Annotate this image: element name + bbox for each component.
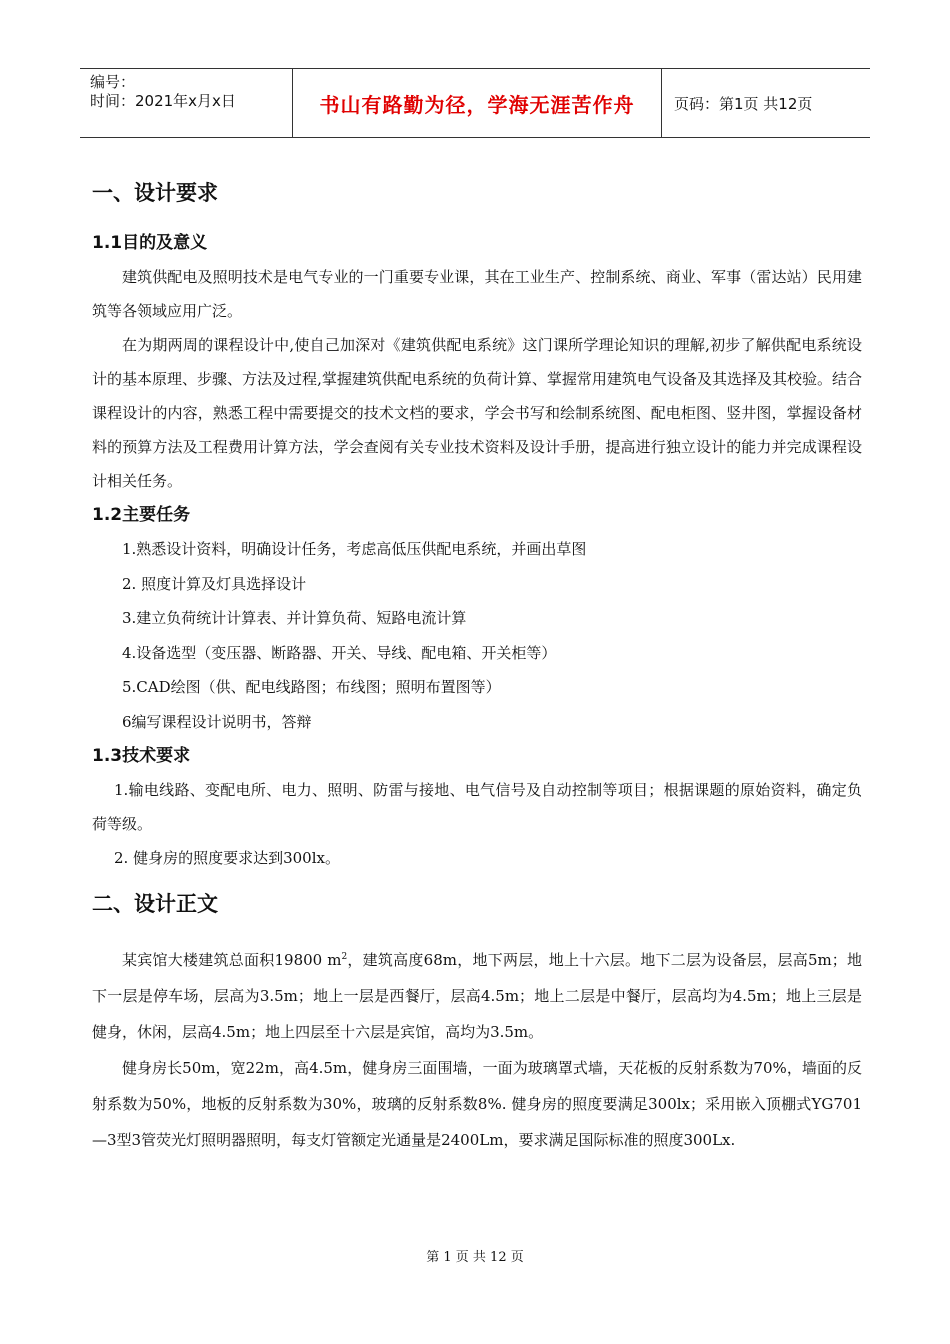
paragraph: 健身房长50m，宽22m，高4.5m，健身房三面围墙，一面为玻璃罩式墙，天花板的反射系数为70%，墙面的反射系数为50%，地板的反射系数为30%，玻璃的反射系数8%. 健身房的照度要满足300lx；采用嵌入顶棚式YG701—3型3管荧光灯照明器照明，每支灯管额定光通量是2400Lm，要求满足国际标准的照度300Lx. — [92, 1059, 862, 1149]
task-item: 5.CAD绘图（供、配电线路图；布线图；照明布置图等） — [122, 678, 501, 696]
tech-item: 1.输电线路、变配电所、电力、照明、防雷与接地、电气信号及自动控制等项目；根据课题的原始资料，确定负荷等级。 — [92, 781, 862, 833]
subsection-1-1-heading: 1.1目的及意义 — [92, 233, 208, 253]
document-body — [92, 170, 862, 1158]
header-page-cell — [662, 69, 870, 137]
paragraph: 建筑供配电及照明技术是电气专业的一门重要专业课，其在工业生产、控制系统、商业、军事（雷达站）民用建筑等各领域应用广泛。 — [92, 268, 862, 320]
date-label: 时间：2021年x月x日 — [90, 92, 236, 110]
tech-item: 2. 健身房的照度要求达到300lx。 — [114, 849, 340, 867]
paragraph — [92, 939, 862, 1050]
task-item: 4.设备选型（变压器、断路器、开关、导线、配电箱、开关柜等） — [122, 643, 557, 662]
number-label: 编号： — [90, 73, 136, 91]
task-item: 6编写课程设计说明书，答辩 — [122, 712, 312, 731]
section-1-heading: 一、设计要求 — [92, 181, 218, 205]
page-info: 页码：第1页 共12页 — [674, 94, 813, 113]
text-run: 某宾馆大楼建筑总面积19800 m — [122, 951, 342, 969]
text-run: ，建筑高度68m，地下两层，地上十六层。地下二层为设备层，层高5m；地下一层是停车场，层高为3.5m；地上一层是西餐厅，层高4.5m；地上二层是中餐厅，层高均为4.5m；地上三层是健身，休闲，层高4.5m；地上四层至十六层是宾馆，高均为3.5m。 — [92, 951, 862, 1041]
task-item: 1.熟悉设计资料，明确设计任务，考虑高低压供配电系统，并画出草图 — [122, 540, 587, 558]
section-2-heading: 二、设计正文 — [92, 892, 218, 916]
superscript: 2 — [341, 952, 348, 962]
task-item: 3.建立负荷统计计算表、并计算负荷、短路电流计算 — [122, 609, 467, 627]
motto-text: 书山有路勤为径，学海无涯苦作舟 — [319, 92, 635, 117]
header-left-cell — [80, 69, 293, 137]
page-footer: 第 1 页 共 12 页 — [426, 1250, 524, 1265]
task-item: 2. 照度计算及灯具选择设计 — [122, 574, 307, 593]
header-motto-cell — [293, 69, 662, 137]
subsection-1-3-heading: 1.3技术要求 — [92, 746, 191, 766]
page-header — [80, 68, 870, 138]
paragraph: 在为期两周的课程设计中,使自己加深对《建筑供配电系统》这门课所学理论知识的理解,初步了解供配电系统设计的基本原理、步骤、方法及过程,掌握建筑供配电系统的负荷计算、掌握常用建筑电气设备及其选择及其校验。结合课程设计的内容，熟悉工程中需要提交的技术文档的要求，学会书写和绘制系统图、配电柜图、竖井图，掌握设备材料的预算方法及工程费用计算方法，学会查阅有关专业技术资料及设计手册，提高进行独立设计的能力并完成课程设计相关任务。 — [92, 336, 862, 490]
subsection-1-2-heading: 1.2主要任务 — [92, 505, 191, 525]
